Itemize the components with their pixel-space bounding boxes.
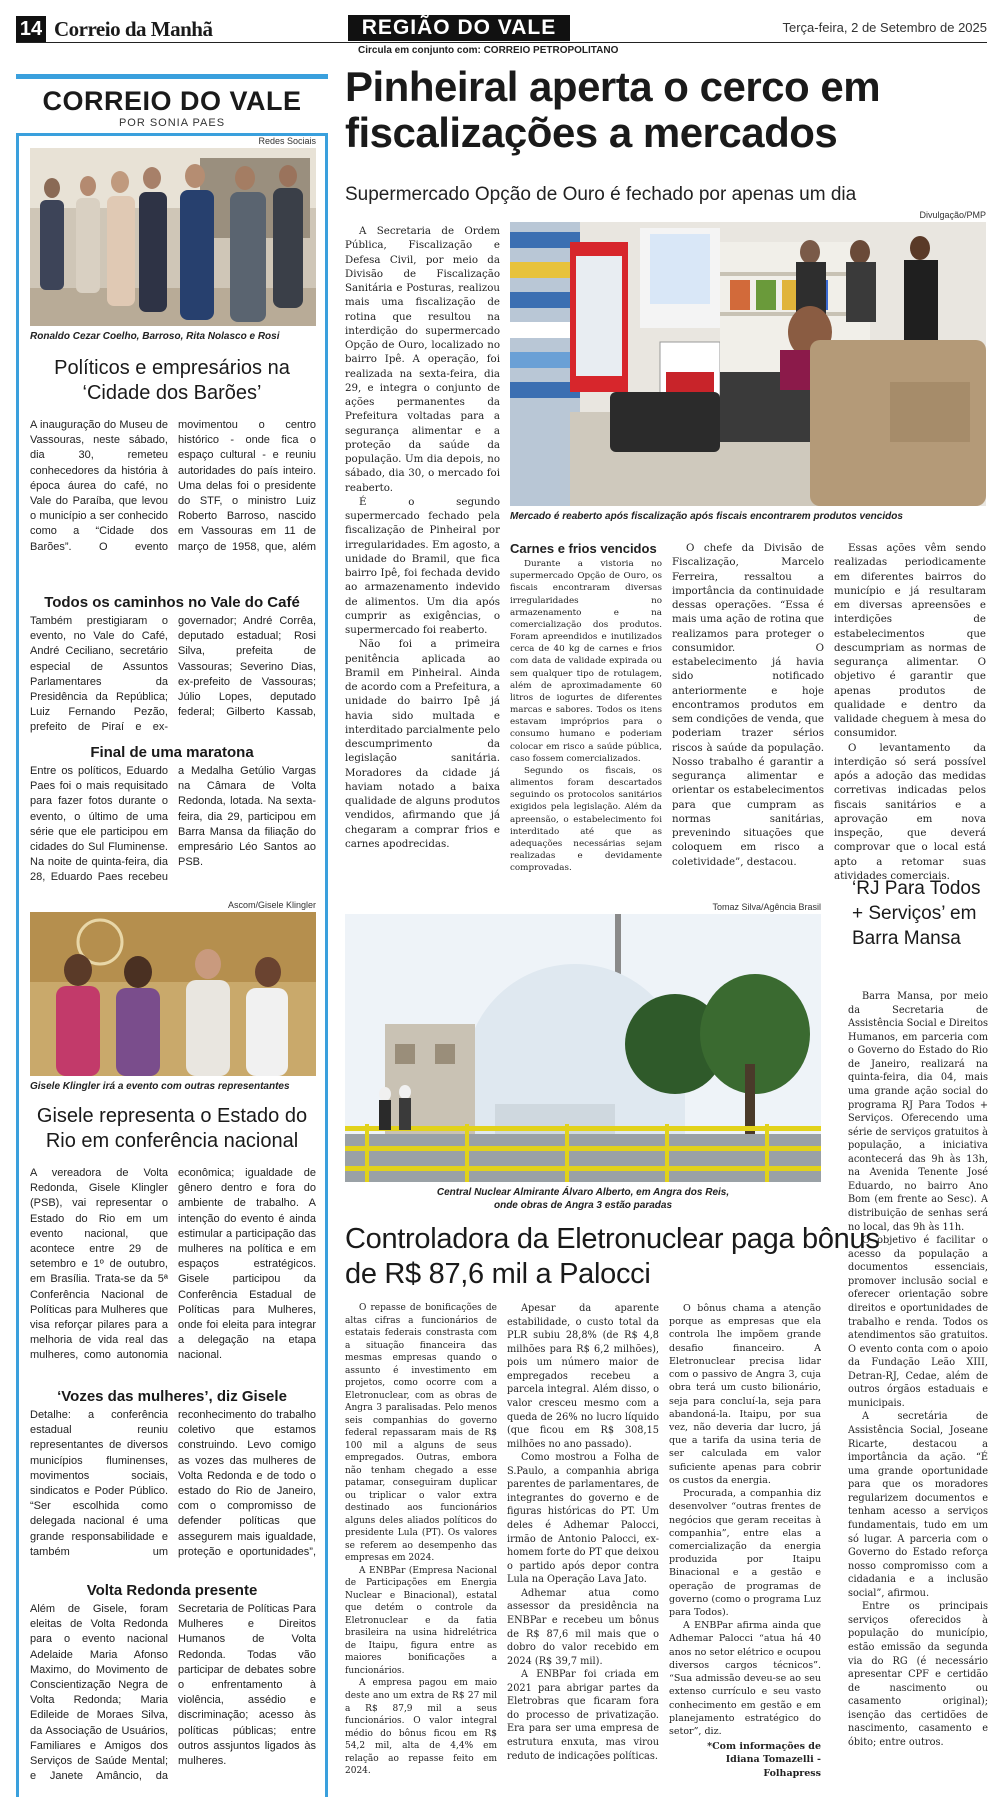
main-col-4 [834,541,986,886]
story3-text: Entre os políticos, Eduardo Paes foi o mais requisitado para fazer fotos durante o evento, o último de uma série que ele participou em cidades do Sul Fluminense. Na noite de quinta-feira, dia 28, Eduardo Paes recebeu a Medalha Getúlio Vargas na Câmara de Volta Redonda, lotada. Na sexta-feira, dia 29, participou em Barra Mansa da filiação do empresário Léo Santos ao PSB. [30,765,316,884]
article2-col3-p3: A ENBPar afirma ainda que Adhemar Palocci “atua há 40 anos no setor elétrico e ocupou diversos cargos técnicos”. “Sua admissão deveu-se ao seu extenso currículo e seu vasto conhecimento em gestão e em planejamento estratégico do setor”, diz. [669,1620,821,1737]
story2-title: Todos os caminhos no Vale do Café [44,594,300,611]
politicians-photo [30,148,316,326]
story5-text: Detalhe: a conferência estadual reuniu representantes de diversos municípios fluminenses, movimentos sociais, sindicatos e Poder Público. “Ser escolhida como delegada nacional é uma grande responsabilidade e também um reconhecimento do trabalho coletivo que estamos construindo. Levo comigo as vozes das mulheres de Volta Redonda e de todo o estado do Rio de Janeiro, com o compromisso de defender políticas que assegurem mais igualdade, proteção e oportunidades”, [30,1409,316,1558]
section-title: REGIÃO DO VALE [348,15,570,41]
issue-date: Terça-feira, 2 de Setembro de 2025 [782,20,987,35]
main-headline: Pinheiral aperta o cerco em fiscalizações a mercados [345,63,881,156]
nuclear-plant-photo [345,914,821,1182]
header-rule [16,42,987,43]
photo2-credit: Ascom/Gisele Klingler [227,900,316,910]
main-subheadline: Supermercado Opção de Ouro é fechado por apenas um dia [345,184,857,205]
story1-title: Políticos e empresários na ‘Cidade dos Barões’ [54,357,290,404]
main-col2-subhead: Carnes e frios vencidos [510,541,657,556]
story6-text: Além de Gisele, foram eleitas de Volta Redonda para o evento nacional Adelaide Maria Afonso Maximo, do Movimento de Conscientização Negra de Volta Redonda; Maria Edileide de Moraes Silva, da Associação de Usuários, Familiares e Amigos dos Serviços de Saúde Mental; e Janete Amâncio, da Secretaria de Políticas Para Mulheres e Direitos Humanos de Volta Redonda. Todas vão participar de debates sobre o enfrentamento à violência, assédio e discriminação; acesso às políticas públicas; entre outros assjuntos ligados às mulheres. [30,1603,316,1783]
article2-footnote-2: Idiana Tomazelli - Folhapress [725,1754,821,1779]
main-col-1 [345,224,500,886]
circulation-label: Circula em conjunto com: [358,45,481,56]
article2-col-3 [669,1302,821,1790]
article2-col2-p3: Adhemar atua como assessor da presidência na ENBPar e recebeu um bônus de R$ 87,6 mil mais que o dobro do valor recebido em 2024 (R$ 39,7 mil). [507,1587,659,1667]
main-col3-p1: O chefe da Divisão de Fiscalização, Marcelo Ferreira, ressaltou a importância da continuidade dessas operações. “Essa é mais uma ação de rotina que realizamos para proteger o consumidor. O estabelecimento já havia sido notificado anteriormente e hoje encontramos produtos em sem condições de venda, que poderiam trazer sérios riscos à saúde da população. Nosso trabalho é garantir a segurança alimentar e orientar os estabelecimentos para que cumpram as normas sanitárias, prevenindo situações que coloquem em risco a coletividade”, destacou. [672,542,824,868]
supermarket-photo [510,222,986,506]
article3-p1: Barra Mansa, por meio da Secretaria de Assistência Social e Direitos Humanos, em parceria com o Governo do Estado do Rio de Janeiro, realizará na quinta-feira, dia 04, mais uma grande ação social do programa RJ Para Todos + Serviços. Oferecendo uma série de serviços gratuitos à população, a iniciativa acontecerá das 9h às 13h, na Avenida Tenente José Eduardo, no bairro Ano Bom (em frente ao Sesc). A distribuição de senhas será no local, das 9h às 11h. [848,991,988,1233]
story4-text: A vereadora de Volta Redonda, Gisele Klingler (PSB), vai representar o Estado do Rio em um evento nacional, que acontece entre 29 de setembro e 1º de outubro, em Brasília. Trata-se da 5ª Conferência Nacional de Políticas para Mulheres que visa reforçar pilares para a melhoria de vida real das mulheres, como autonomia econômica; igualdade de gênero dentro e fora do ambiente de trabalho. A intenção do evento é ainda estimular a participação das mulheres na política e em espaços estratégicos. Gisele participou da Conferência Estadual de Políticas para Mulheres, onde foi eleita para integrar a delegação na etapa nacional. [30,1167,316,1362]
nuclear-photo-caption-line-1: Central Nuclear Almirante Álvaro Alberto, em Angra dos Reis, [436,1187,730,1198]
sidebar-byline: POR SONIA PAES [118,117,226,129]
main-col1-p1: A Secretaria de Ordem Pública, Fiscalização e Defesa Civil, por meio da Divisão de Fiscalização Sanitária e Posturas, realizou mais uma fiscalização de rotina que resultou na interdição do supermercado Opção de Ouro, localizado no bairro Ipê. A operação, foi realizada na sexta-feira, dia 29, e integra o conjunto de ações permanentes da Prefeitura voltadas para a segurança alimentar e a proteção da saúde da população. Um dia depois, no sábado, dia 30, o mercado foi reaberto. [345,225,500,494]
article2-col2-p4: A ENBPar foi criada em 2021 para abrigar partes da Eletrobras que ficaram fora do processo de privatização. Era para ser uma empresa de estrutura enxuta, mas virou reduto de indicações políticas. [507,1669,659,1762]
article2-col3-p1: O bônus chama a atenção porque as empresas que ela controla lhe impõem grande desafio financeiro. A Eletronuclear precisa lidar com o passivo de Angra 3, cuja obra terá um custo bilionário, seja para concluí-la, seja para abandoná-la. Itaipu, por sua vez, não deveria dar lucro, já que a tarifa da usina teria de ser calculada em valor suficiente apenas para cobrir os custos da energia. [669,1303,821,1486]
gisele-photo [30,912,316,1076]
main-photo-caption: Mercado é reaberto após fiscalização após fiscais encontrarem produtos vencidos [510,511,903,522]
article2-footnote-1: *Com informações de [707,1741,821,1753]
sidebar-title: CORREIO DO VALE [42,86,302,116]
story4-title: Gisele representa o Estado do Rio em conferência nacional [36,1105,308,1152]
article2-col2-p1: Apesar da aparente estabilidade, o custo total da PLR subiu 28,8% (de R$ 4,8 milhões para R$ 6,2 milhões), pois um número maior de empregados recebeu a parcela integral. Além disso, o valor cresceu mesmo com a queda de 26% no lucro líquido (que ficou em R$ 308,15 milhões no ano passado). [507,1303,659,1450]
main-col1-p2: É o segundo supermercado fechado pela fiscalização de Pinheiral por irregularidades. Em agosto, a unidade do Bramil, que fica bairro Ipê, foi fechada devido ao armazenamento indevido de alimentos. Um dia após cumprir as exigências, o supermercado foi reaberto. [345,495,500,636]
main-col2-p2: Segundo os fiscais, os alimentos foram descartados seguindo os protocolos sanitários exigidos pela legislação. Além da apreensão, o estabelecimento foi interditado até que as adequações necessárias sejam realizadas e devidamente comprovadas. [510,765,662,874]
photo1-caption: Ronaldo Cezar Coelho, Barroso, Rita Nolasco e Rosi [30,331,280,342]
photo1-credit: Redes Sociais [258,136,316,146]
story5-title: ‘Vozes das mulheres’, diz Gisele [57,1388,287,1405]
article2-col-1 [345,1302,497,1790]
nuclear-photo-caption-line-2: onde obras de Angra 3 estão paradas [493,1200,673,1211]
article2-headline: Controladora da Eletronuclear paga bônus de R$ 87,6 mil a Palocci [345,1223,880,1290]
main-photo-credit: Divulgação/PMP [919,210,986,220]
main-col-3 [672,541,824,886]
main-col2-p1: Durante a vistoria no supermercado Opção de Ouro, os fiscais encontraram diversas irregularidades no armazenamento e na comercialização dos produtos. Foram apreendidos e inutilizados cerca de 40 kg de carnes e frios com data de validade expirada ou sem qualquer tipo de rotulagem, além de aproximadamente 60 litros de iogurtes de diferentes marcas e sabores. Todos os itens estavam impróprios para o consumo humano e poderiam colocar em risco a saúde pública, caso fossem comercializados. [510,559,662,764]
article3-p4: Entre os principais serviços oferecidos à população do município, estão emissão da segunda via do RG (é necessário apresentar CPF e certidão de nascimento ou casamento original); isenção das certidões de nascimento, casamento e óbito; entre outros. [848,1601,988,1748]
nuclear-photo-credit: Tomaz Silva/Agência Brasil [712,902,821,912]
main-col4-p2: O levantamento da interdição só será possível após a adoção das medidas corretivas indicadas pelos fiscais sanitários e a aprovação em nova inspeção, que deverá comprovar que o local está apto a retomar suas atividades comerciais. [834,741,986,882]
story1-text: A inauguração do Museu de Vassouras, neste sábado, dia 30, remeteu conhecedores da história à época áurea do café, no Vale do Paraíba, que levou o município a ser conhecido como a “Cidade dos Barões”. O evento movimentou o centro histórico - onde fica o espaço cultural - e reuniu autoridades do país inteiro. Uma delas foi o presidente do STF, o ministro Luiz Roberto Barroso, nascido em Vassouras em 11 de março de 1958, que, além [30,419,316,553]
newspaper-name: Correio da Manhã [54,17,213,41]
article3-p2: O objetivo é facilitar o acesso da população a documentos essenciais, promover inclusão social e oferecer orientação sobre direitos e oportunidades de trabalho e renda. Todos os atendimentos são gratuitos. O evento conta com o apoio da Fundação Leão XIII, Detran-RJ, Cedae, além de outros órgãos estaduais e municipais. [848,1235,988,1409]
article3-headline: ‘RJ Para Todos + Serviços’ em Barra Mansa [852,878,981,949]
article3-p3: A secretária de Assistência Social, Joseane Ricarte, destacou a importância da ação. “É uma grande oportunidade para que os moradores regularizem documentos e tenham acesso a serviços fundamentais, tudo em um só lugar. A parceria com o Governo do Estado reforça nosso compromisso com a cidadania e a inclusão social”, afirmou. [848,1411,988,1599]
page-number: 14 [16,16,46,42]
article2-col3-p2: Procurada, a companhia diz desenvolver “outras frentes de negócios que geram receitas à companhia”, entre elas a comercialização da energia produzida por Itaipu Binacional e a gestão e operação de programas de governo (como o programa Luz para Todos). [669,1488,821,1619]
story2-text: Também prestigiaram o evento, no Vale do Café, André Ceciliano, secretário especial de Assuntos Parlamentares da Presidência da República; Luiz Fernando Pezão, prefeito de Piraí e ex-governador; André Corrêa, deputado estadual; Rosi Silva, prefeita de Vassouras; Severino Dias, ex-prefeito de Vassouras; Júlio Lopes, deputado federal; Gilberto Kassab, [30,615,316,734]
article2-col-2 [507,1302,659,1790]
sidebar-top-bar [16,74,328,79]
article3-col [848,990,988,1790]
main-col-2 [510,541,662,886]
article2-col1-p1: O repasse de bonificações de altas cifras a funcionários de estatais federais constrasta com a situação financeira das mesmas empresas quando o assunto é investimento em projetos, como ocorre com a Eletronuclear, com as obras de Angra 3 paralisadas. Pelo menos seis companhias do governo federal repassaram mais de R$ 100 mil a alguns de seus empregados. Outras, embora não tenham chegado a esse patamar, conseguiram duplicar ou triplicar o valor extra destinado aos funcionários alguns deles aliados políticos do presidente Lula (PT). Os valores se referem ao desempenho das empresas em 2024. [345,1303,497,1564]
article2-col1-p3: A empresa pagou em maio deste ano um extra de R$ 27 mil a R$ 87,9 mil a seus funcionários. O valor integral médio do bônus ficou em R$ 54,2 mil, alta de 4,4% em relação ao repasse feito em 2024. [345,1678,497,1777]
story6-title: Volta Redonda presente [86,1582,258,1599]
article2-col1-p2: A ENBPar (Empresa Nacional de Participações em Energia Nuclear e Binacional), estatal que detém o controle da Eletronuclear e da fatia brasileira na usina hidrelétrica de Itaipu, figura entre as maiores bonificações a funcionários. [345,1565,497,1676]
main-col1-p3: Não foi a primeira penitência aplicada ao Bramil em Pinheiral. Ainda de acordo com a Prefeitura, a unidade do bairro Ipê já havia sido multada e interditado parcialmente pelo descumprimento da legislação sanitária. Moradores da cidade já haviam notado a baixa qualidade de alguns produtos vendidos, afirmando que já chegaram a comprar frios e carnes apodrecidas. [345,638,500,850]
article2-col2-p2: Como mostrou a Folha de S.Paulo, a companhia abriga parentes de parlamentares, de integrantes do governo e de figuras históricas do PT. Um deles é Adhemar Palocci, irmão de Antonio Palocci, ex-homem forte do PT que deixou o partido após depor contra Lula na Operação Lava Jato. [507,1452,659,1586]
main-col4-p1: Essas ações vêm sendo realizadas periodicamente em diferentes bairros do município e já resultaram em diversas apreensões e interdições de estabelecimentos que descumpriam as normas de segurança alimentar. O objetivo é garantir que apenas produtos de qualidade e dentro da validade cheguem à mesa do consumidor. [834,542,986,740]
circulation-partner: CORREIO PETROPOLITANO [483,45,619,56]
photo2-caption: Gisele Klingler irá a evento com outras representantes [30,1081,290,1092]
circulation-note [358,45,618,56]
story3-title: Final de uma maratona [90,744,254,761]
